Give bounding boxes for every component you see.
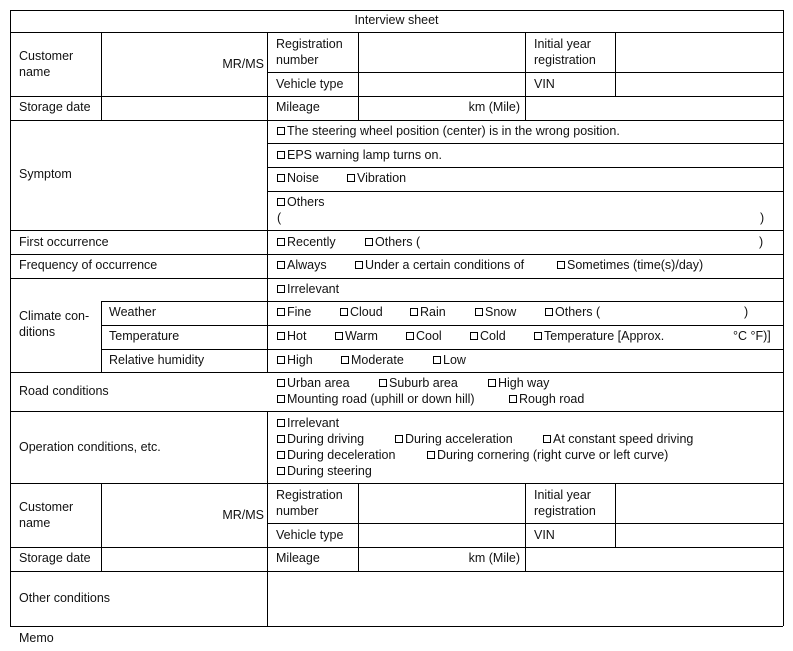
option-warm[interactable]: Warm (335, 328, 378, 344)
rule (10, 254, 783, 255)
option-during-cornering[interactable]: During cornering (right curve or left curve) (427, 447, 668, 463)
mileage-label: Mileage (276, 100, 320, 114)
km-mile-label: km (Mile) (468, 100, 520, 114)
rule (10, 10, 783, 11)
vin-label: VIN (534, 528, 555, 542)
registration-number-field[interactable] (359, 484, 525, 523)
option-always[interactable]: Always (277, 257, 327, 273)
road-conditions-label: Road conditions (19, 384, 109, 398)
checkbox-icon (277, 151, 285, 159)
checkbox-icon (277, 285, 285, 293)
checkbox-icon (488, 379, 496, 387)
checkbox-icon (534, 332, 542, 340)
checkbox-icon (475, 308, 483, 316)
checkbox-icon (277, 238, 285, 246)
storage-date-field[interactable] (102, 548, 267, 571)
rule (10, 278, 783, 279)
checkbox-icon (277, 198, 285, 206)
climate-conditions-label: Climate con- ditions (19, 309, 90, 339)
rule (10, 411, 783, 412)
option-vibration[interactable]: Vibration (347, 170, 406, 186)
symptom-label: Symptom (19, 167, 72, 181)
option-fine[interactable]: Fine (277, 304, 311, 320)
checkbox-icon (470, 332, 478, 340)
temperature-unit: °C °F)] (733, 329, 771, 343)
checkbox-icon (277, 451, 285, 459)
first-occurrence-label: First occurrence (19, 235, 109, 249)
checkbox-icon (277, 308, 285, 316)
option-urban-area[interactable]: Urban area (277, 375, 350, 391)
option-recently[interactable]: Recently (277, 234, 336, 250)
initial-year-registration-field[interactable] (616, 33, 783, 72)
initial-year-registration-field[interactable] (616, 484, 783, 523)
option-during-deceleration[interactable]: During deceleration (277, 447, 395, 463)
option-high[interactable]: High (277, 352, 313, 368)
rule (101, 301, 783, 302)
option-high-way[interactable]: High way (488, 375, 549, 391)
first-others-paren-close: ) (759, 235, 764, 249)
checkbox-icon (277, 174, 285, 182)
operation-conditions-label: Operation conditions, etc. (19, 440, 161, 454)
customer-name-label: Customer name (19, 500, 74, 530)
checkbox-icon (340, 308, 348, 316)
rule (267, 191, 783, 192)
vehicle-type-label: Vehicle type (276, 77, 344, 91)
option-eps-warning-lamp[interactable]: EPS warning lamp turns on. (277, 147, 442, 163)
mr-ms-label: MR/MS (222, 57, 264, 71)
checkbox-icon (365, 238, 373, 246)
vehicle-type-field[interactable] (359, 73, 525, 96)
rule (267, 143, 783, 144)
storage-date-label: Storage date (19, 100, 91, 114)
checkbox-icon (433, 356, 441, 364)
temperature-label: Temperature (109, 329, 180, 343)
rule (783, 10, 784, 626)
option-operation-irrelevant[interactable]: Irrelevant (277, 415, 339, 431)
weather-others-paren-close: ) (744, 305, 749, 319)
checkbox-icon (277, 435, 285, 443)
checkbox-icon (395, 435, 403, 443)
storage-date-label: Storage date (19, 551, 91, 565)
mileage-label: Mileage (276, 551, 320, 565)
option-sometimes[interactable]: Sometimes (time(s)/day) (557, 257, 703, 273)
option-during-driving[interactable]: During driving (277, 431, 364, 447)
other-conditions-label: Other conditions (19, 591, 111, 605)
option-constant-speed[interactable]: At constant speed driving (543, 431, 693, 447)
vin-label: VIN (534, 77, 555, 91)
rule (101, 349, 783, 350)
registration-number-field[interactable] (359, 33, 525, 72)
option-first-others[interactable]: Others ( (365, 234, 420, 250)
option-cool[interactable]: Cool (406, 328, 442, 344)
option-snow[interactable]: Snow (475, 304, 516, 320)
checkbox-icon (277, 467, 285, 475)
checkbox-icon (277, 127, 285, 135)
frequency-label: Frequency of occurrence (19, 258, 158, 272)
weather-label: Weather (109, 305, 157, 319)
page-title: Interview sheet (354, 13, 439, 27)
option-under-conditions[interactable]: Under a certain conditions of (355, 257, 524, 273)
rule (10, 10, 11, 626)
checkbox-icon (277, 261, 285, 269)
option-moderate[interactable]: Moderate (341, 352, 404, 368)
checkbox-icon (277, 379, 285, 387)
option-cold[interactable]: Cold (470, 328, 506, 344)
relative-humidity-label: Relative humidity (109, 353, 205, 367)
option-temperature-approx[interactable]: Temperature [Approx. (534, 328, 664, 344)
checkbox-icon (277, 419, 285, 427)
option-during-steering[interactable]: During steering (277, 463, 372, 479)
checkbox-icon (545, 308, 553, 316)
option-symptom-others[interactable]: Others (277, 194, 325, 210)
checkbox-icon (427, 451, 435, 459)
option-cloud[interactable]: Cloud (340, 304, 383, 320)
customer-name-label: Customer name (19, 49, 74, 79)
checkbox-icon (341, 356, 349, 364)
checkbox-icon (410, 308, 418, 316)
other-conditions-field[interactable] (268, 572, 783, 626)
checkbox-icon (557, 261, 565, 269)
initial-year-registration-label: Initial year registration (534, 488, 596, 518)
mr-ms-label: MR/MS (222, 508, 264, 522)
rule (525, 32, 526, 120)
vehicle-type-label: Vehicle type (276, 528, 344, 542)
rule (525, 483, 526, 571)
rule (10, 626, 783, 627)
option-weather-others[interactable]: Others ( (545, 304, 600, 320)
option-climate-irrelevant[interactable]: Irrelevant (277, 281, 339, 297)
rule (10, 120, 783, 121)
checkbox-icon (277, 356, 285, 364)
option-suburb-area[interactable]: Suburb area (379, 375, 458, 391)
symptom-others-paren-close: ) (760, 211, 765, 225)
option-steering-wheel-position[interactable]: The steering wheel position (center) is in the wrong position. (277, 123, 620, 139)
checkbox-icon (335, 332, 343, 340)
option-rain[interactable]: Rain (410, 304, 446, 320)
registration-number-label: Registration number (276, 37, 343, 67)
storage-date-field[interactable] (102, 97, 267, 120)
km-mile-label: km (Mile) (468, 551, 520, 565)
vin-field[interactable] (616, 73, 783, 96)
rule (10, 372, 783, 373)
option-rough-road[interactable]: Rough road (509, 391, 584, 407)
option-noise[interactable]: Noise (277, 170, 319, 186)
rule (101, 301, 102, 372)
option-during-acceleration[interactable]: During acceleration (395, 431, 513, 447)
rule (267, 32, 268, 372)
rule (101, 325, 783, 326)
option-mounting-road[interactable]: Mounting road (uphill or down hill) (277, 391, 475, 407)
checkbox-icon (543, 435, 551, 443)
checkbox-icon (355, 261, 363, 269)
rule (267, 167, 783, 168)
vin-field[interactable] (616, 524, 783, 547)
checkbox-icon (509, 395, 517, 403)
option-low[interactable]: Low (433, 352, 466, 368)
checkbox-icon (406, 332, 414, 340)
checkbox-icon (277, 395, 285, 403)
symptom-others-paren-open: ( (277, 211, 282, 225)
checkbox-icon (347, 174, 355, 182)
checkbox-icon (379, 379, 387, 387)
registration-number-label: Registration number (276, 488, 343, 518)
vehicle-type-field[interactable] (359, 524, 525, 547)
checkbox-icon (277, 332, 285, 340)
option-hot[interactable]: Hot (277, 328, 306, 344)
rule (10, 230, 783, 231)
memo-label: Memo (19, 631, 54, 645)
initial-year-registration-label: Initial year registration (534, 37, 596, 67)
